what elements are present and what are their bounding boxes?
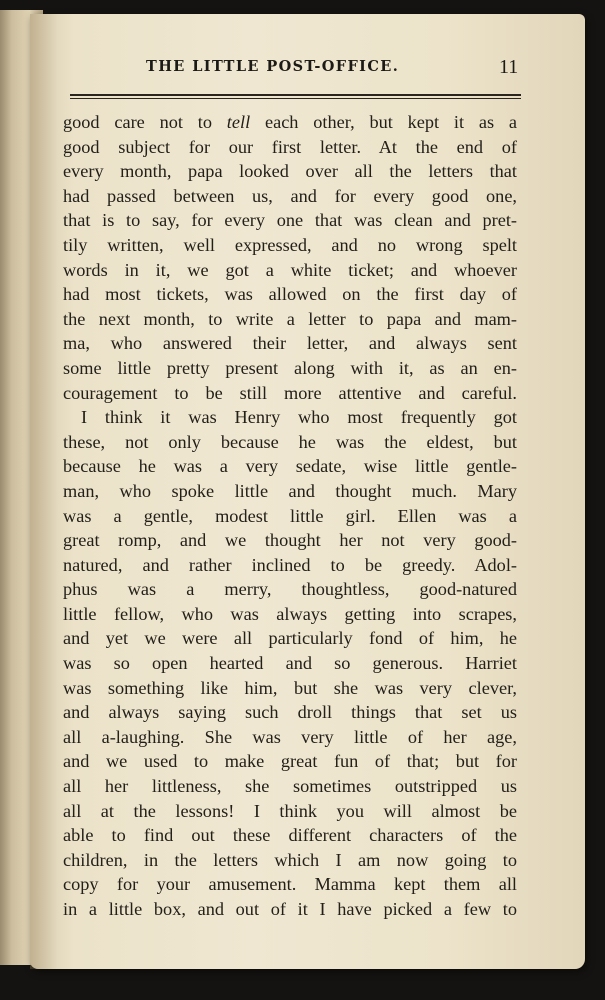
text-line: tily written, well expressed, and no wrong spelt [63,234,517,255]
text-line: man, who spoke little and thought much. Mary [63,480,517,501]
text-line: phus was a merry, thoughtless, good-natured [63,579,517,600]
text-line: these, not only because he was the eldest, but [63,431,517,452]
text-line: because he was a very sedate, wise little gentle- [63,456,517,477]
text-line: and always saying such droll things that set us [63,702,517,723]
text-line: had most tickets, was allowed on the first day of [63,284,517,305]
page-number: 11 [499,56,519,78]
text-line: and we used to make great fun of that; but for [63,751,517,772]
text-line: good care not to tell each other, but kept it as a [63,112,517,132]
text-line: ma, who answered their letter, and always sent [63,333,517,354]
header-rule [70,94,521,99]
text-line: had passed between us, and for every good one, [63,185,517,206]
text-line: every month, papa looked over all the letters that [63,161,517,182]
text-line: good subject for our first letter. At the end of [63,136,517,157]
emphasized-word: tell [226,112,251,132]
text-line: all her littleness, she sometimes outstripped us [63,776,517,797]
text-line: able to find out these different characters of the [63,825,517,846]
text-line: natured, and rather inclined to be greedy. Adol- [63,554,517,575]
text-line: that is to say, for every one that was clean and pret- [63,210,517,231]
text-line: children, in the letters which I am now going to [63,849,517,870]
text-line: some little pretty present along with it, as an en- [63,357,517,378]
text-line: was a gentle, modest little girl. Ellen was a [63,505,517,526]
text-line: little fellow, who was always getting into scrapes, [63,603,517,624]
text-line: couragement to be still more attentive and careful. [63,382,517,403]
text-line: all a-laughing. She was very little of her age, [63,726,517,747]
text-line: all at the lessons! I think you will almost be [63,800,517,821]
text-line: copy for your amusement. Mamma kept them all [63,874,517,895]
text-line: words in it, we got a white ticket; and whoever [63,259,517,280]
running-title: THE LITTLE POST-OFFICE. [146,58,400,75]
text-line: in a little box, and out of it I have picked a few to [63,899,517,919]
body-text [63,110,517,922]
text-line: was so open hearted and so generous. Harriet [63,653,517,674]
text-line: was something like him, but she was very clever, [63,677,517,698]
text-line: the next month, to write a letter to papa and mam- [63,308,517,329]
text-line: great romp, and we thought her not very good- [63,530,517,551]
text-line: I think it was Henry who most frequently got [81,407,517,428]
text-line: and yet we were all particularly fond of him, he [63,628,517,649]
